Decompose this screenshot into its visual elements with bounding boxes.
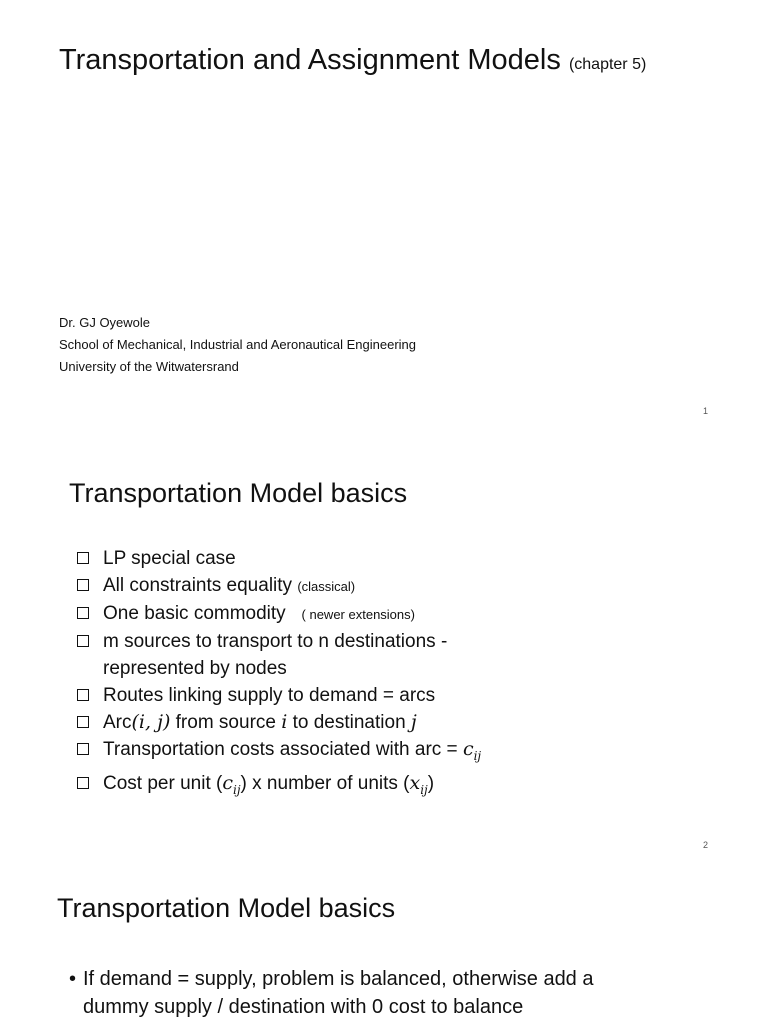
title-suffix: (chapter 5) xyxy=(568,56,647,73)
list-item: All constraints equality (classical) xyxy=(76,572,481,600)
list-item: Routes linking supply to demand = arcs xyxy=(76,682,481,709)
checkbox-bullet-icon xyxy=(77,635,89,647)
checkbox-bullet-icon xyxy=(77,552,89,564)
list-item: m sources to transport to n destinations - xyxy=(76,628,481,655)
slide-3-title: Transportation Model basics xyxy=(57,893,396,923)
bullet-list xyxy=(76,545,481,804)
list-item: Cost per unit $(c_{ij})$ x number of units $(x_{ij})$ xyxy=(76,770,481,804)
list-item: One basic commodity ( newer extensions) xyxy=(76,600,481,628)
list-item-continuation: represented by nodes xyxy=(103,658,287,679)
checkbox-bullet-icon xyxy=(77,689,89,701)
page-number-1: 1 xyxy=(702,406,708,416)
slide-2-title: Transportation Model basics xyxy=(69,478,408,508)
slide-1-title xyxy=(59,44,646,77)
slide-2 xyxy=(0,430,768,865)
checkbox-bullet-icon xyxy=(77,777,89,789)
list-item: Transportation costs associated with arc = $c_{ij}$ xyxy=(76,736,481,770)
title-main: Transportation and Assignment Models xyxy=(59,44,561,76)
checkbox-bullet-icon xyxy=(77,579,89,591)
author-school: School of Mechanical, Industrial and Aeronautical Engineering xyxy=(59,337,417,352)
author-name: Dr. GJ Oyewole xyxy=(59,315,151,330)
author-block xyxy=(59,312,416,378)
checkbox-bullet-icon xyxy=(77,743,89,755)
page-number-2: 2 xyxy=(702,840,708,850)
author-university: University of the Witwatersrand xyxy=(59,359,239,374)
slide-3 xyxy=(0,865,768,1024)
list-item: • If demand = supply, problem is balanced, otherwise add a dummy supply / destination with 0 cost to balance xyxy=(69,965,594,1021)
bullet-dot-icon: • xyxy=(69,968,77,990)
list-item: LP special case xyxy=(76,545,481,572)
checkbox-bullet-icon xyxy=(77,716,89,728)
list-item: Arc(i, j) from source i to destination j xyxy=(76,709,481,736)
checkbox-bullet-icon xyxy=(77,607,89,619)
slide-1 xyxy=(0,0,768,430)
